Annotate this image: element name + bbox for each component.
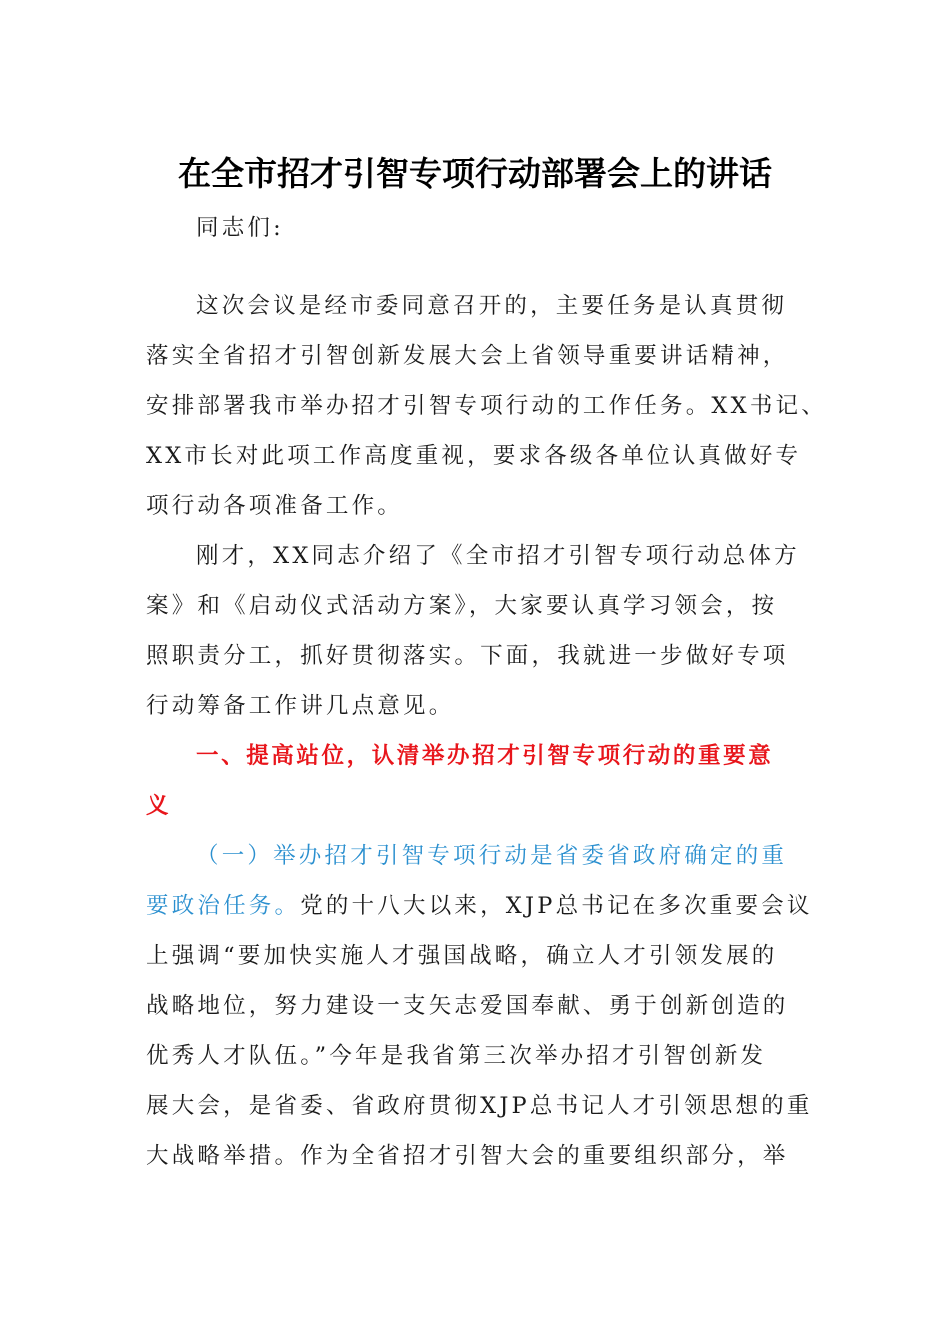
section-heading-continued: 义 xyxy=(146,793,172,819)
paragraph-line: 优秀人才队伍。”今年是我省第三次举办招才引智创新发 xyxy=(146,1043,767,1069)
paragraph-line: 战略地位，努力建设一支矢志爱国奉献、勇于创新创造的 xyxy=(146,993,789,1019)
paragraph-line: 刚才，XX同志介绍了《全市招才引智专项行动总体方 xyxy=(196,543,800,569)
subsection-text: 党的十八大以来，XJP总书记在多次重要会议 xyxy=(300,893,813,919)
paragraph-line: XX市长对此项工作高度重视，要求各级各单位认真做好专 xyxy=(146,443,802,469)
paragraph-line: 行动筹备工作讲几点意见。 xyxy=(146,693,455,719)
paragraph-line: 这次会议是经市委同意召开的，主要任务是认真贯彻 xyxy=(196,293,788,319)
paragraph-line: 项行动各项准备工作。 xyxy=(146,493,404,519)
paragraph-line: 安排部署我市举办招才引智专项行动的工作任务。XX书记、 xyxy=(146,393,827,419)
subsection-heading-continued: 要政治任务。 xyxy=(146,893,301,919)
subsection-heading: （一）举办招才引智专项行动是省委省政府确定的重 xyxy=(196,843,788,869)
paragraph-line: 照职责分工，抓好贯彻落实。下面，我就进一步做好专项 xyxy=(146,643,789,669)
paragraph-line: 展大会，是省委、省政府贯彻XJP总书记人才引领思想的重 xyxy=(146,1093,813,1119)
section-heading: 一、提高站位，认清举办招才引智专项行动的重要意 xyxy=(196,743,774,769)
greeting: 同志们: xyxy=(196,215,284,241)
paragraph-line: 案》和《启动仪式活动方案》，大家要认真学习领会，按 xyxy=(146,593,778,619)
document-title: 在全市招才引智专项行动部署会上的讲话 xyxy=(178,154,772,193)
paragraph-line: 上强调“要加快实施人才强国战略，确立人才引领发展的 xyxy=(146,943,778,969)
paragraph-line: 大战略举措。作为全省招才引智大会的重要组织部分，举 xyxy=(146,1143,789,1169)
subsection-first-line xyxy=(146,891,813,921)
paragraph-line: 落实全省招才引智创新发展大会上省领导重要讲话精神， xyxy=(146,343,789,369)
